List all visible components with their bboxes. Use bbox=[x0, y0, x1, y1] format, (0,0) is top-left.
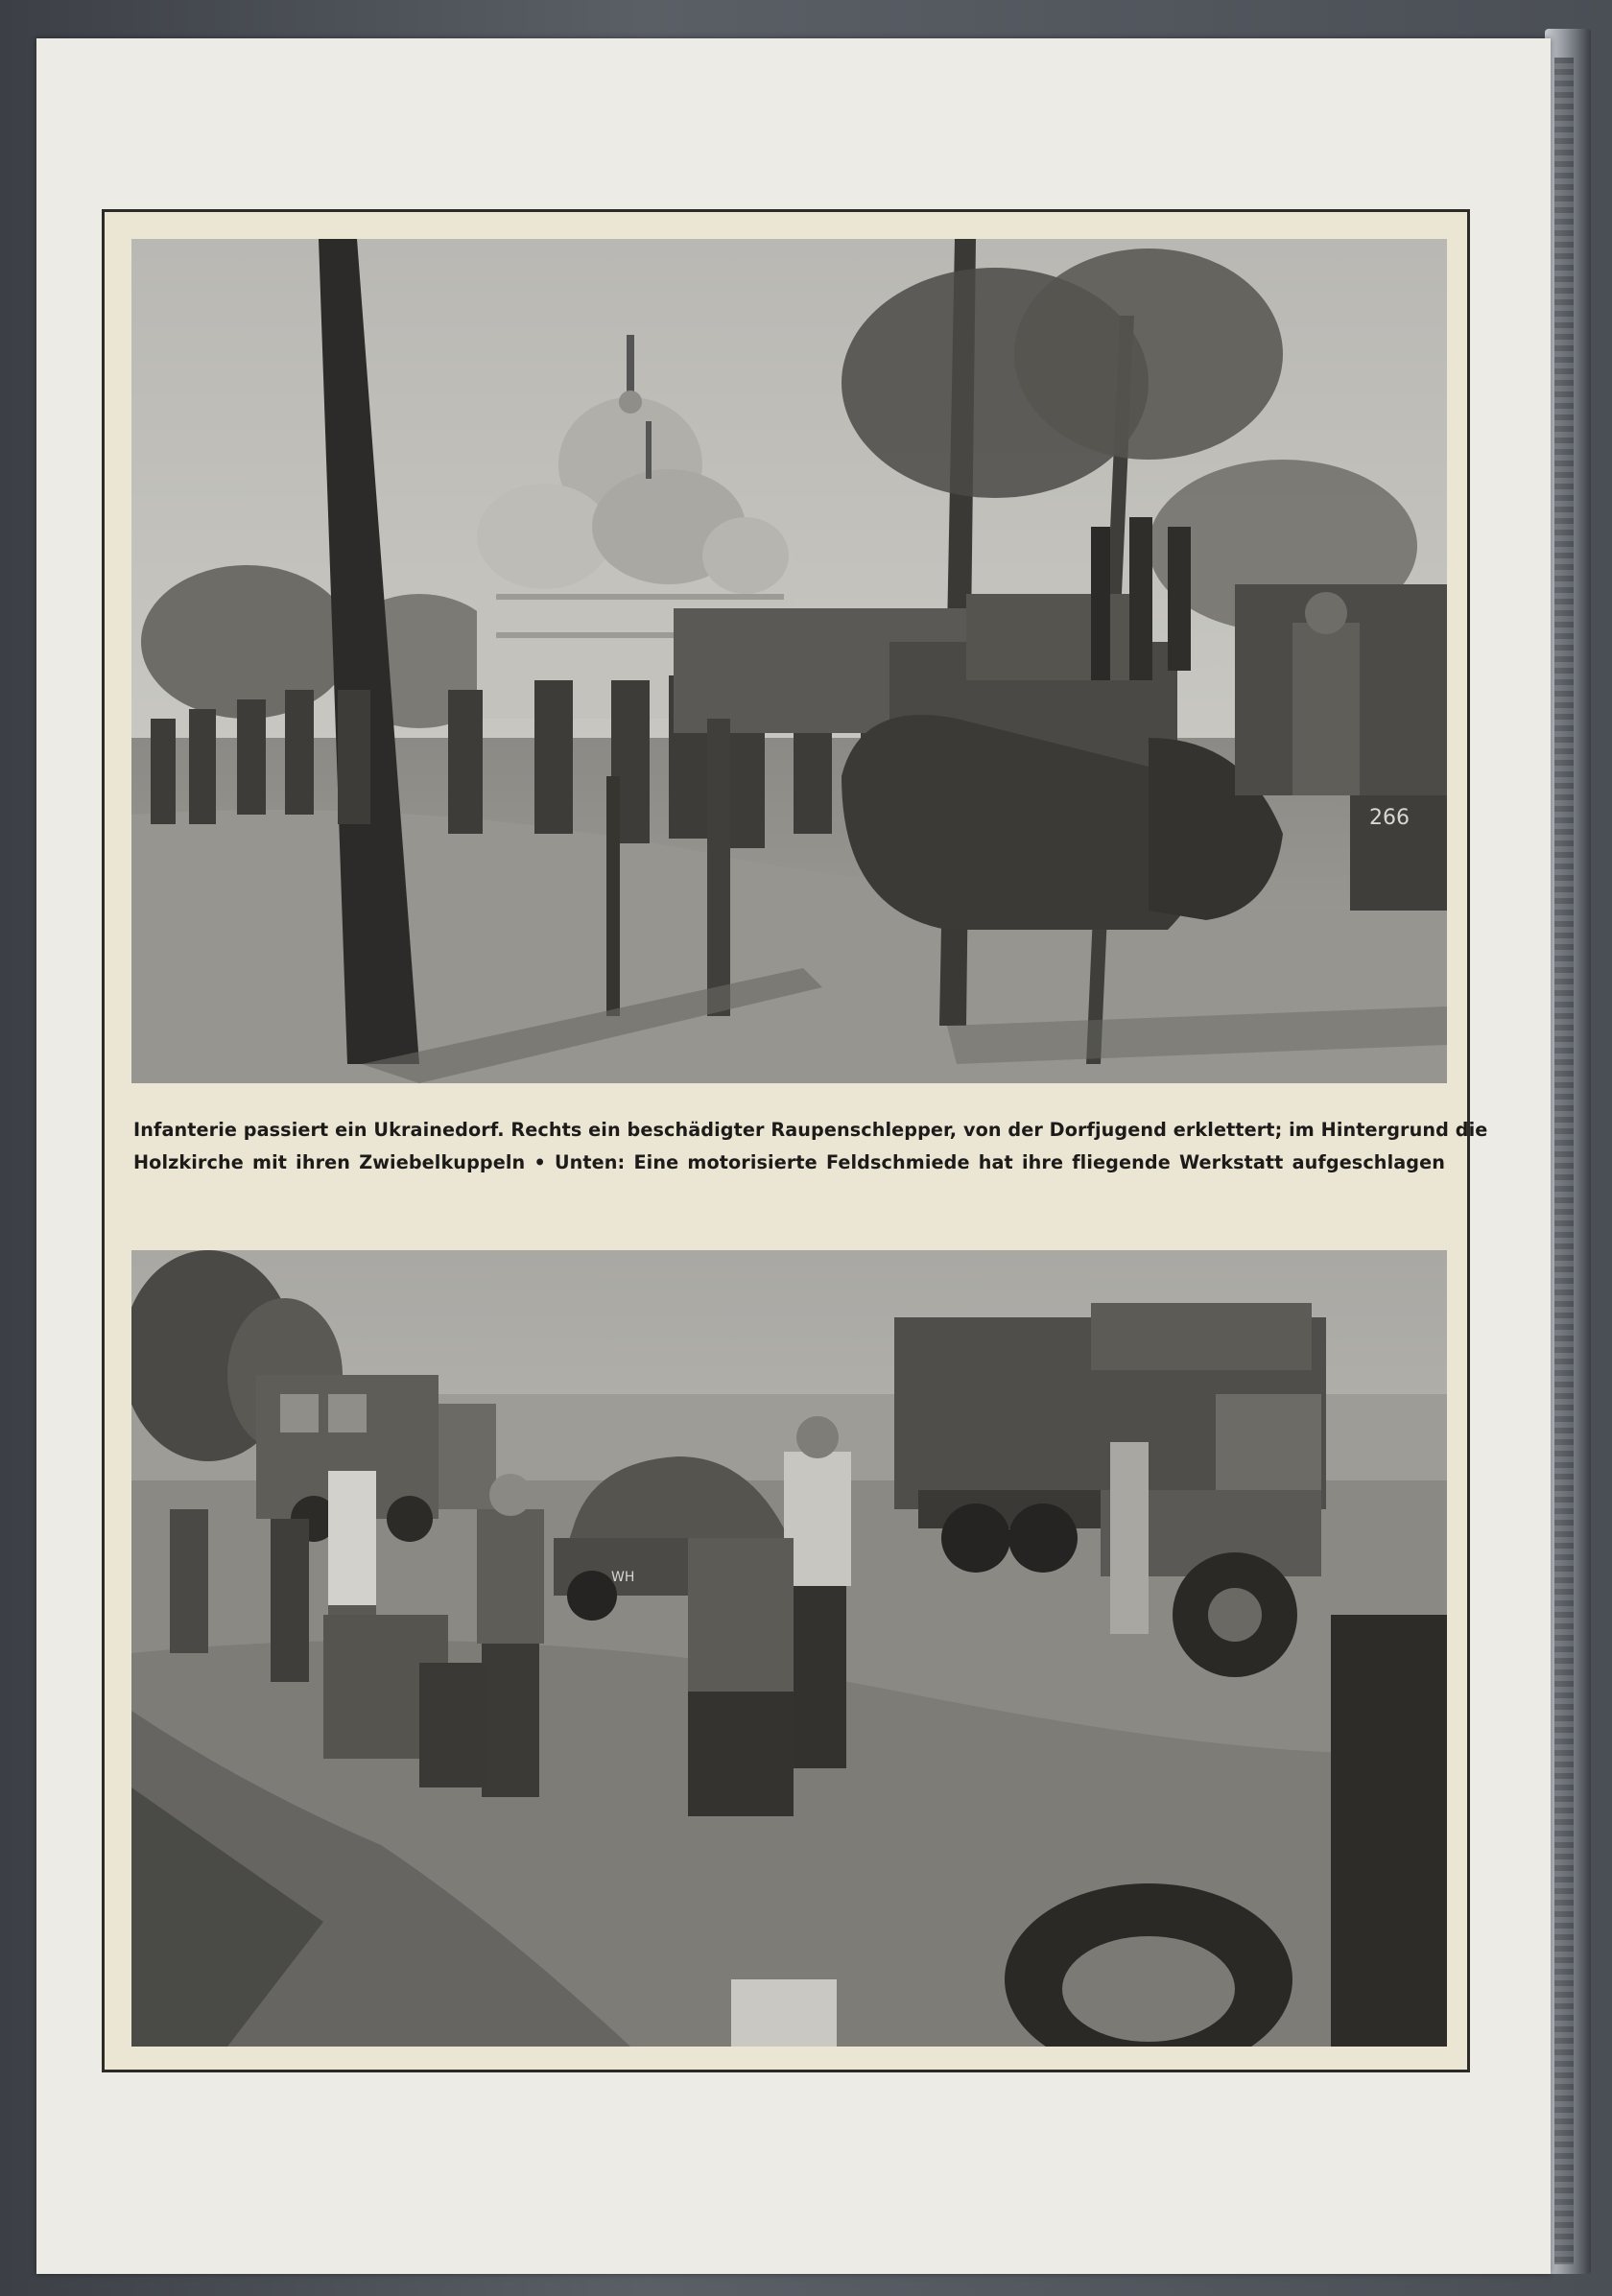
car-plate: WH bbox=[611, 1570, 635, 1585]
photo-caption bbox=[131, 1095, 1488, 1239]
wagon-number: 266 bbox=[1369, 806, 1410, 830]
caption-line-1: Infanterie passiert ein Ukrainedorf. Rechts ein beschädigter Raupenschlepper, von der Dorfjugend erklettert; im Hintergrund die bbox=[133, 1119, 1488, 1141]
top-photo bbox=[131, 239, 1447, 1083]
sleeve-binding bbox=[1554, 58, 1574, 2264]
bottom-photo-illustration bbox=[131, 1250, 1447, 2047]
caption-line-2: Holzkirche mit ihren Zwiebelkuppeln • Unten: Eine motorisierte Feldschmiede hat ihre fliegende Werkstatt aufgeschlagen bbox=[133, 1151, 1445, 1173]
top-photo-illustration bbox=[131, 239, 1447, 1083]
magazine-clipping bbox=[102, 209, 1488, 2072]
bottom-photo bbox=[131, 1250, 1447, 2047]
